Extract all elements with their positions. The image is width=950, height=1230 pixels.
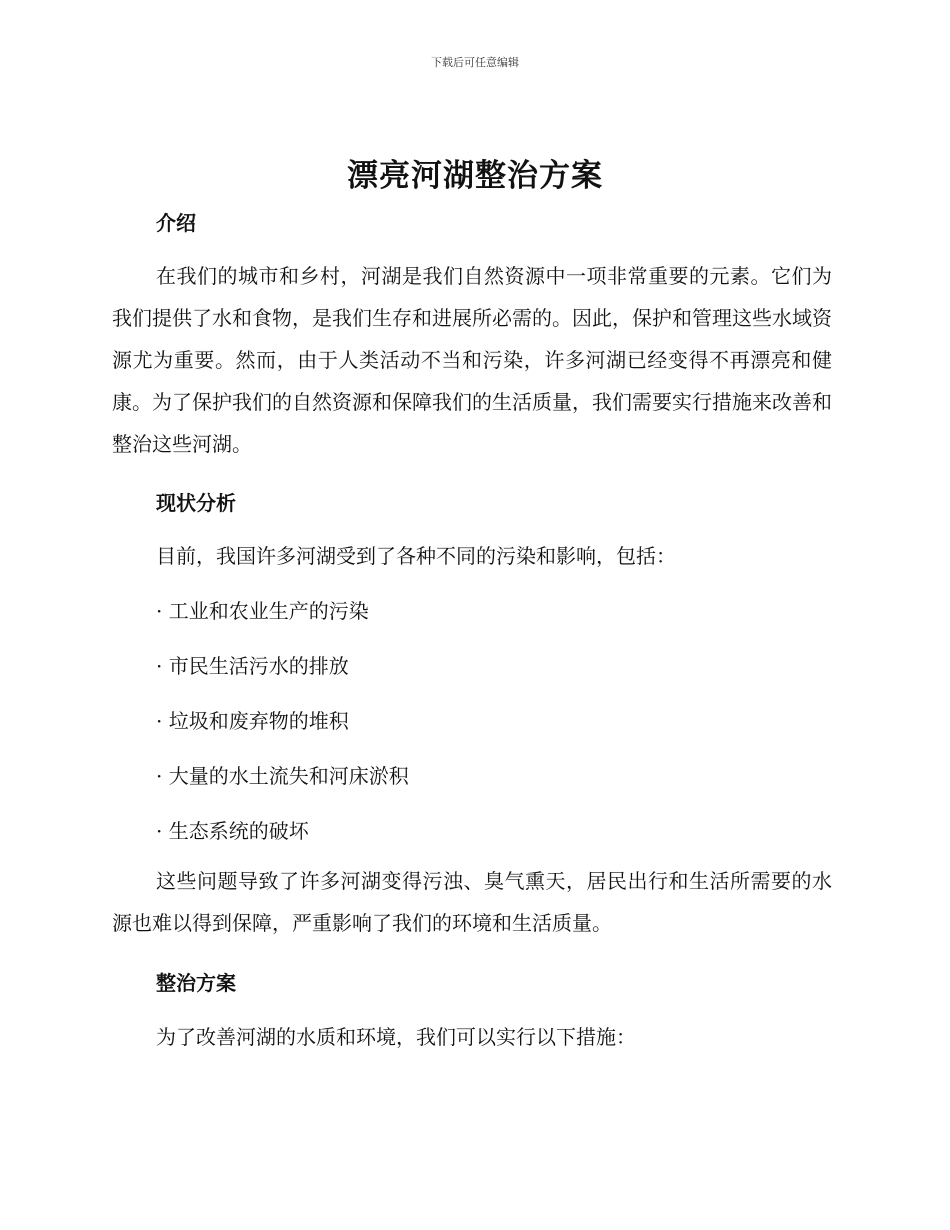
status-item: · 市民生活污水的排放 xyxy=(156,654,349,678)
document-title: 漂亮河湖整治方案 xyxy=(347,158,603,194)
intro-paragraph: 在我们的城市和乡村，河湖是我们自然资源中一项非常重要的元素。它们为我们提供了水和食物，是我们生存和进展所必需的。因此，保护和管理这些水域资源尤为重要。然而，由于人类活动不当和污染，许多河湖已经变得不再漂亮和健康。为了保护我们的自然资源和保障我们的生活质量，我们需要实行措施来改善和整治这些河湖。 xyxy=(112,264,832,456)
status-item: · 大量的水土流失和河床淤积 xyxy=(156,764,409,788)
status-conclusion: 这些问题导致了许多河湖变得污浊、臭气熏天，居民出行和生活所需要的水源也难以得到保障，严重影响了我们的环境和生活质量。 xyxy=(112,869,832,935)
heading-intro: 介绍 xyxy=(156,211,196,235)
status-item: · 垃圾和废弃物的堆积 xyxy=(156,709,349,733)
heading-status: 现状分析 xyxy=(156,491,236,515)
plan-lead: 为了改善河湖的水质和环境，我们可以实行以下措施： xyxy=(156,1025,636,1049)
status-item: · 工业和农业生产的污染 xyxy=(156,599,369,623)
status-lead: 目前，我国许多河湖受到了各种不同的污染和影响，包括： xyxy=(156,544,676,568)
header-note: 下载后可任意编辑 xyxy=(431,56,519,69)
status-item: · 生态系统的破坏 xyxy=(156,819,309,843)
heading-plan: 整治方案 xyxy=(156,971,236,995)
